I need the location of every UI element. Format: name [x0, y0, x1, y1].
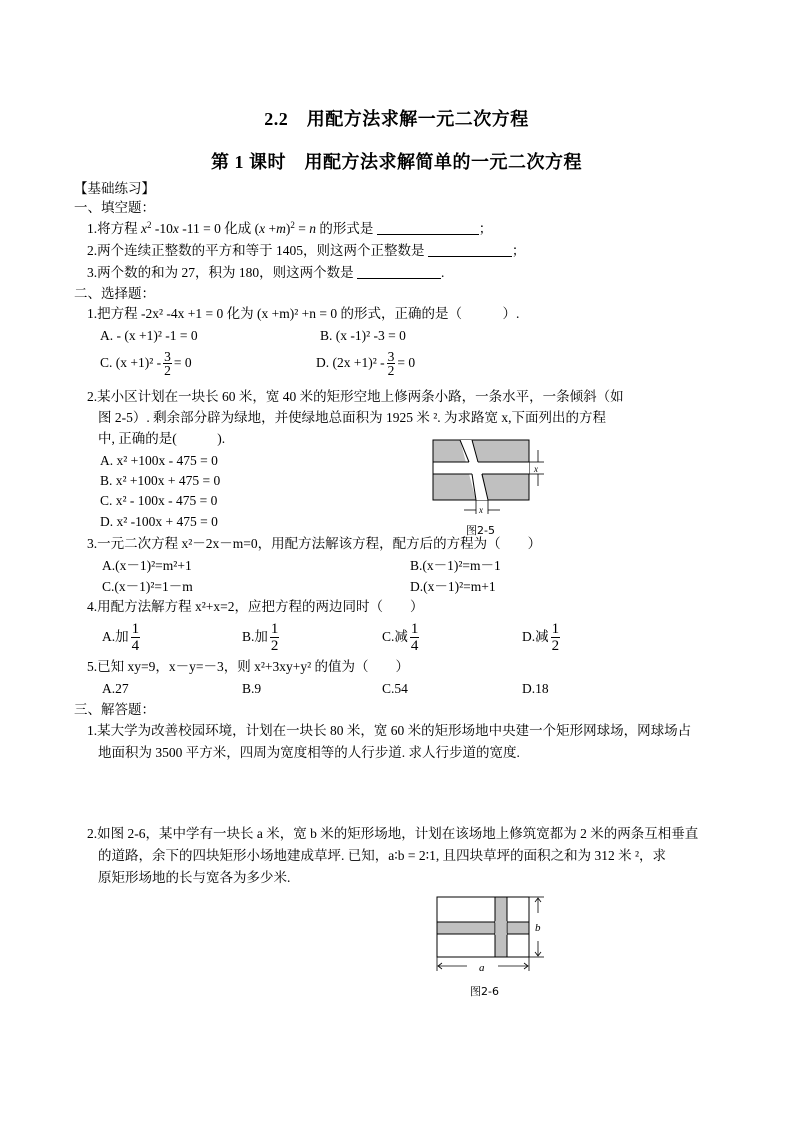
fill-question-2: 2.两个连续正整数的平方和等于 1405，则这两个正整数是 ； — [87, 243, 526, 258]
choice-1-option-c[interactable]: C. (x +1)² - $\frac{3}{2}$ = 0 — [100, 349, 192, 379]
label-x: x — [534, 464, 538, 474]
label-x: x — [479, 505, 483, 515]
answer-question-2-line2: 的道路，余下的四块矩形小场地建成草坪. 已知，a∶b = 2∶1, 且四块草坪的面积之和为 312 米 ²，求 — [98, 848, 667, 863]
horizontal-road — [433, 462, 529, 474]
figure-2-6-caption: 图2-6 — [470, 985, 499, 998]
part1-heading: 一、填空题： — [74, 200, 155, 215]
page-title: 2.2 用配方法求解一元二次方程 — [264, 109, 529, 129]
choice-4-option-a[interactable]: A.加 $\frac{1}{4}$ — [102, 621, 140, 655]
answer-question-1-line1: 1.某大学为改善校园环境，计划在一块长 80 米，宽 60 米的矩形场地中央建一个矩形网球场，网球场占 — [87, 723, 692, 738]
part2-heading: 二、选择题： — [74, 286, 155, 301]
choice-question-2-line1: 2.某小区计划在一块长 60 米，宽 40 米的矩形空地上修两条小路，一条水平，一条倾斜（如 — [87, 389, 624, 404]
choice-2-option-a[interactable]: A. x² +100x - 475 = 0 — [100, 453, 218, 468]
choice-3-option-b[interactable]: B.(x－1)²=m－1 — [410, 558, 501, 573]
choice-question-5-stem: 5.已知 xy=9，x－y=－3，则 x²+3xy+y² 的值为（ ） — [87, 659, 410, 674]
figure-2-5 — [430, 436, 550, 521]
choice-2-option-d[interactable]: D. x² -100x + 475 = 0 — [100, 514, 218, 529]
horizontal-road — [437, 922, 529, 934]
figure-2-5-caption: 图2-5 — [466, 524, 495, 537]
choice-question-2-line3: 中, 正确的是( ). — [98, 431, 226, 446]
fill-question-3: 3.两个数的和为 27，积为 180，则这两个数是 . — [87, 265, 445, 280]
answer-question-2-line3: 原矩形场地的长与宽各为多少米. — [98, 870, 291, 885]
answer-blank[interactable] — [377, 220, 479, 235]
page-subtitle: 第 1 课时 用配方法求解简单的一元二次方程 — [211, 152, 582, 172]
choice-1-option-a[interactable]: A. - (x +1)² -1 = 0 — [100, 328, 198, 343]
choice-2-option-b[interactable]: B. x² +100x + 475 = 0 — [100, 473, 221, 488]
choice-4-option-b[interactable]: B.加 $\frac{1}{2}$ — [242, 621, 279, 655]
answer-question-2-line1: 2.如图 2-6，某中学有一块长 a 米，宽 b 米的矩形场地，计划在该场地上修筑宽都为 2 米的两条互相垂直 — [87, 826, 699, 841]
choice-1-option-b[interactable]: B. (x -1)² -3 = 0 — [320, 328, 406, 343]
answer-question-1-line2: 地面积为 3500 平方米，四周为宽度相等的人行步道. 求人行步道的宽度. — [98, 745, 520, 760]
choice-5-option-d[interactable]: D.18 — [522, 681, 549, 696]
label-b: b — [535, 922, 541, 934]
label-a: a — [479, 962, 485, 974]
choice-3-option-a[interactable]: A.(x－1)²=m²+1 — [102, 558, 192, 573]
fill-question-1: 1.将方程 $x^2$ -10x -11 = 0 化成 $(x +m)^2 = n$ 的形式是 ； — [87, 220, 493, 236]
answer-blank[interactable] — [357, 264, 441, 279]
figure-2-6 — [432, 893, 557, 978]
choice-4-option-c[interactable]: C.减 $\frac{1}{4}$ — [382, 621, 419, 655]
choice-3-option-d[interactable]: D.(x－1)²=m+1 — [410, 579, 496, 594]
choice-1-option-d[interactable]: D. (2x +1)² - $\frac{3}{2}$ = 0 — [316, 349, 416, 379]
choice-3-option-c[interactable]: C.(x－1)²=1－m — [102, 579, 193, 594]
choice-question-2-line2: 图 2-5）. 剩余部分辟为绿地，并使绿地总面积为 1925 米 ². 为求路宽 x,下面列出的方程 — [98, 410, 607, 425]
answer-blank[interactable] — [428, 242, 512, 257]
fraction: $\frac{3}{2}$ — [164, 349, 171, 379]
choice-4-option-d[interactable]: D.减 $\frac{1}{2}$ — [522, 621, 560, 655]
choice-question-3-stem: 3.一元二次方程 x²－2x－m=0，用配方法解该方程，配方后的方程为（ ） — [87, 536, 542, 551]
choice-question-4-stem: 4.用配方法解方程 x²+x=2，应把方程的两边同时（ ） — [87, 599, 424, 614]
choice-5-option-a[interactable]: A.27 — [102, 681, 129, 696]
choice-5-option-b[interactable]: B.9 — [242, 681, 262, 696]
part3-heading: 三、解答题： — [74, 702, 155, 717]
choice-5-option-c[interactable]: C.54 — [382, 681, 408, 696]
choice-question-1-stem: 1.把方程 -2x² -4x +1 = 0 化为 (x +m)² +n = 0 的形式，正确的是（ ）. — [87, 306, 520, 321]
choice-2-option-c[interactable]: C. x² - 100x - 475 = 0 — [100, 493, 218, 508]
fraction: $\frac{3}{2}$ — [387, 349, 395, 379]
vertical-road — [495, 897, 507, 957]
section-tag: 【基础练习】 — [74, 181, 155, 196]
